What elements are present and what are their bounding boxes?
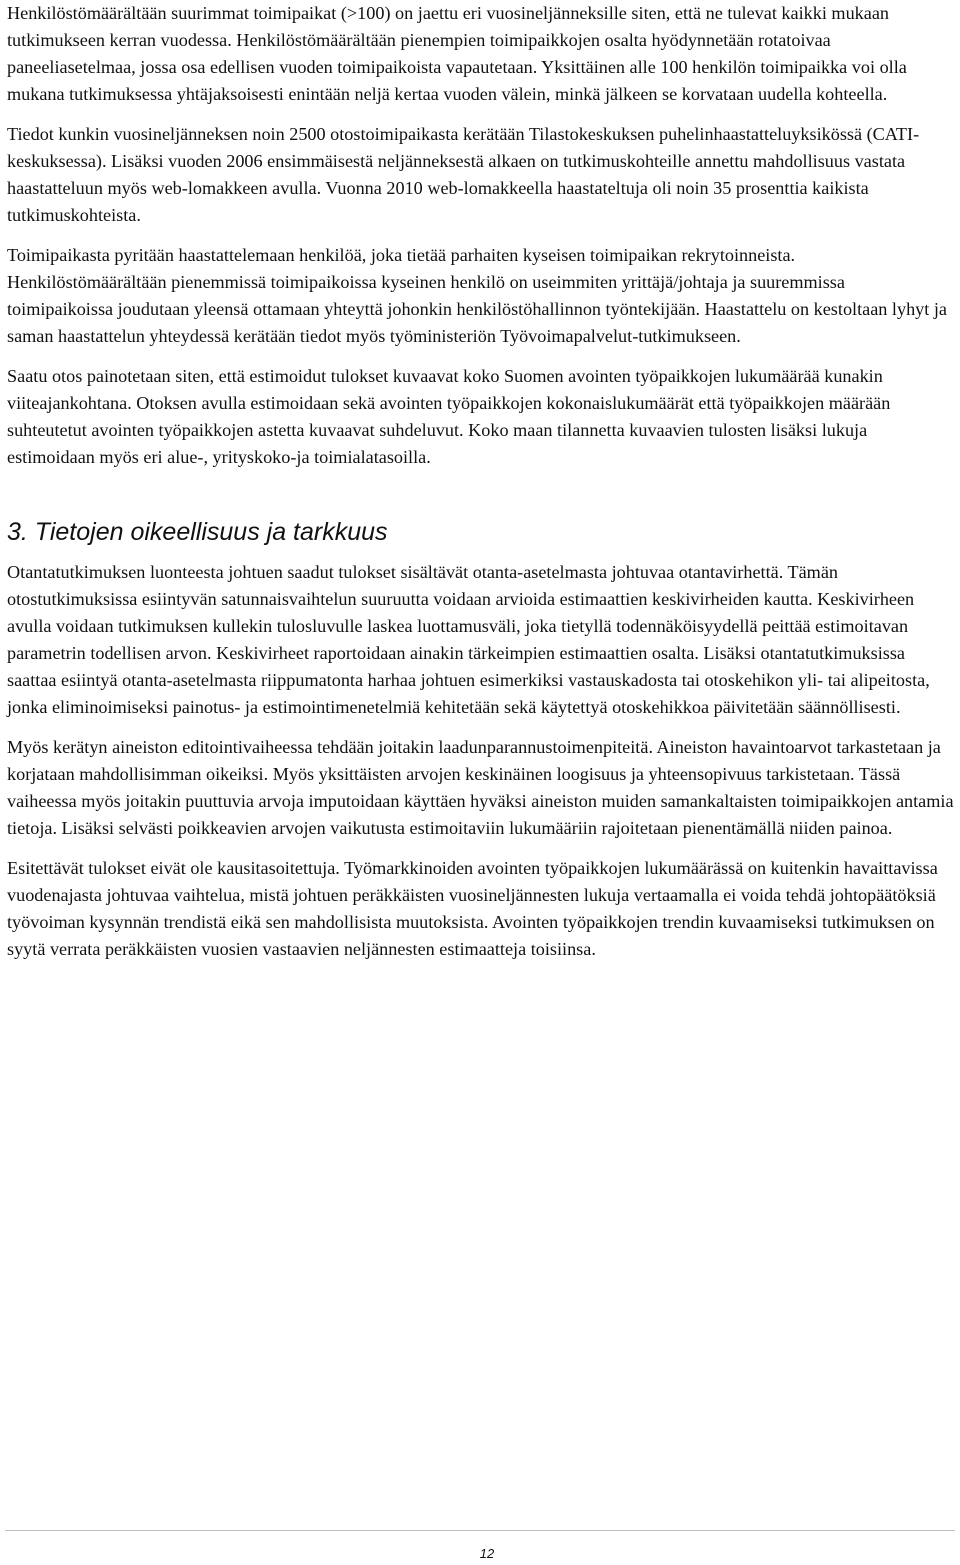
paragraph-sampling-error: Otantatutkimuksen luonteesta johtuen saadut tulokset sisältävät otanta-asetelmasta johtuvaa otantavirhettä. Tämän otostutkimuksissa esiintyvän satunnaisvaihtelun suuruutta voidaan arvioida estimaattien keskivirheiden kautta. Keskivirheen avulla voidaan tutkimuksen kullekin tulosluvulle laskea luottamusväli, joka tietyllä todennäköisyydellä peittää estimoitavan parametrin todellisen arvon. Keskivirheet raportoidaan ainakin tärkeimpien estimaattien osalta. Lisäksi otantatutkimuksissa saattaa esiintyä otanta-asetelmasta riippumatonta harhaa johtuen esimerkiksi vastauskadosta tai otoskehikon yli- tai alipeitosta, jonka eliminoimiseksi painotus- ja estimointimenetelmiä kehitetään sekä käytettyä otoskehikkoa päivitetään säännöllisesti. bbox=[7, 562, 930, 717]
paragraph-sample-design: Henkilöstömäärältään suurimmat toimipaikat (>100) on jaettu eri vuosineljänneksille siten, että ne tulevat kaikki mukaan tutkimukseen kerran vuodessa. Henkilöstömäärältään pienempien toimipaikkojen osalta hyödynnetään rotatoivaa paneeliasetelmaa, jossa osa edellisen vuoden toimipaikoista vapautetaan. Yksittäinen alle 100 henkilön toimipaikka voi olla mukana tutkimuksessa yhtäjaksoisesti enintään neljä kertaa vuoden välein, minkä jälkeen se korvataan uudella kohteella. bbox=[7, 3, 907, 104]
paragraph-editing: Myös kerätyn aineiston editointivaiheessa tehdään joitakin laadunparannustoimenpiteitä. Aineiston havaintoarvot tarkastetaan ja korjataan mahdollisimman oikeiksi. Myös yksittäisten arvojen keskinäinen loogisuus ja yhteensopivuus tarkistetaan. Tässä vaiheessa myös joitakin puuttuvia arvoja imputoidaan käyttäen hyväksi aineiston muiden samankaltaisten toimipaikkojen antamia tietoja. Lisäksi selvästi poikkeavien arvojen vaikutusta estimoitaviin lukumääriin rajoitetaan pienentämällä niiden painoa. bbox=[7, 737, 954, 838]
paragraph-seasonal: Esitettävät tulokset eivät ole kausitasoitettuja. Työmarkkinoiden avointen työpaikkojen lukumäärässä on kuitenkin havaittavissa vuodenajasta johtuvaa vaihtelua, mistä johtuen peräkkäisten vuosineljännesten lukuja vertaamalla ei voida tehdä johtopäätöksiä työvoiman kysynnän trendistä eikä sen mahdollisista muutoksista. Avointen työpaikkojen trendin kuvaamiseksi tutkimuksen on syytä verrata peräkkäisten vuosien vastaavien neljännesten estimaatteja toisiinsa. bbox=[7, 858, 938, 959]
section-heading: 3. Tietojen oikeellisuus ja tarkkuus bbox=[7, 518, 388, 546]
page-number: 12 bbox=[479, 1546, 495, 1561]
paragraph-respondent: Toimipaikasta pyritään haastattelemaan henkilöä, joka tietää parhaiten kyseisen toimipaikan rekrytoinneista. Henkilöstömäärältään pienemmissä toimipaikoissa kyseinen henkilö on useimmiten yrittäjä/johtaja ja suuremmissa toimipaikoissa joudutaan yleensä ottamaan yhteyttä johonkin henkilöstöhallinnon työntekijään. Haastattelu on kestoltaan lyhyt ja saman haastattelun yhteydessä kerätään tiedot myös työministeriön Työvoimapalvelut-tutkimukseen. bbox=[7, 245, 947, 346]
document-page bbox=[7, 0, 955, 976]
footer-divider bbox=[5, 1530, 955, 1531]
paragraph-weighting: Saatu otos painotetaan siten, että estimoidut tulokset kuvaavat koko Suomen avointen työpaikkojen lukumäärää kunakin viiteajankohtana. Otoksen avulla estimoidaan sekä avointen työpaikkojen kokonaislukumäärät että työpaikkojen määrään suhteutetut avointen työpaikkojen astetta kuvaavat suhdeluvut. Koko maan tilannetta kuvaavien tulosten lisäksi lukuja estimoidaan myös eri alue-, yrityskoko-ja toimialatasoilla. bbox=[7, 366, 891, 467]
paragraph-data-collection: Tiedot kunkin vuosineljänneksen noin 2500 otostoimipaikasta kerätään Tilastokeskuksen puhelinhaastatteluyksikössä (CATI-keskuksessa). Lisäksi vuoden 2006 ensimmäisestä neljänneksestä alkaen on tutkimuskohteille annettu mahdollisuus vastata haastatteluun myös web-lomakkeen avulla. Vuonna 2010 web-lomakkeella haastateltuja oli noin 35 prosenttia kaikista tutkimuskohteista. bbox=[7, 124, 920, 225]
